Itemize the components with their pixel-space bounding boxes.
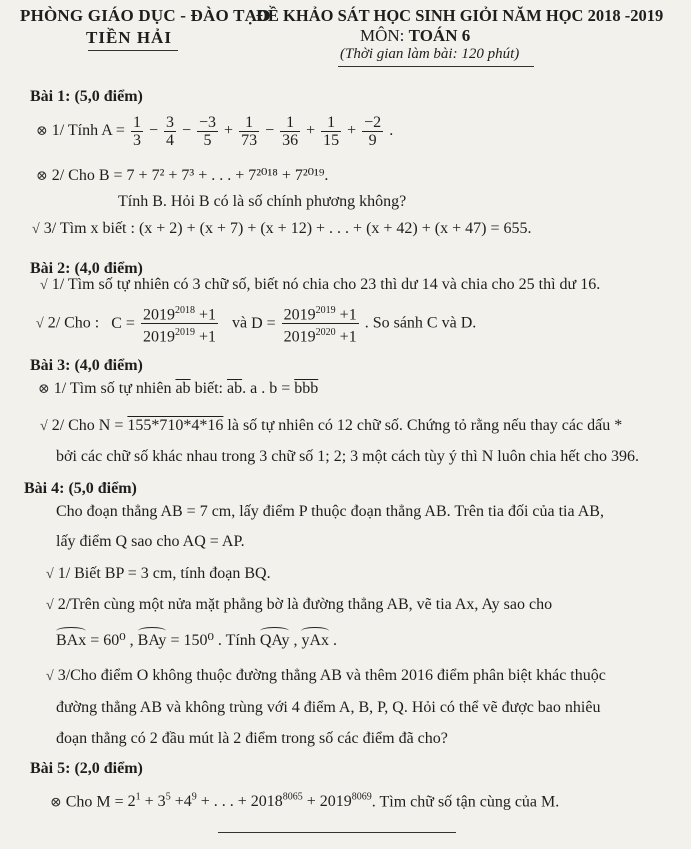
b1-q3-text: 3/ Tìm x biết : (x + 2) + (x + 7) + (x + 12) + . . . + (x + 42) + (x + 47) = 655.	[43, 220, 532, 237]
b2-q2	[36, 302, 476, 346]
section-1-title: Bài 1: (5,0 điểm)	[30, 88, 143, 105]
b2-formula-c: C = $\frac{2019^{2018} +1}{2019^{2019} +1}$	[103, 315, 224, 332]
time-underline	[338, 66, 534, 67]
b3-q1	[38, 380, 318, 398]
b4-q3-line1	[46, 667, 606, 685]
b3-q1-eq-tail: . a . b =	[242, 380, 291, 397]
b4-intro-1: Cho đoạn thẳng AB = 7 cm, lấy điểm P thuộc đoạn thẳng AB. Trên tia đối của tia AB,	[56, 503, 604, 520]
section-5-title: Bài 5: (2,0 điểm)	[30, 760, 143, 777]
check-mark: √	[46, 567, 54, 582]
b1-q1-label: 1/ Tính	[51, 122, 99, 140]
b4-intro-2: lấy điểm Q sao cho AQ = AP.	[56, 533, 245, 550]
circled-x-mark: ⊗	[36, 169, 48, 184]
district-underline	[88, 50, 178, 51]
b2-q2-tail: . So sánh C và D.	[364, 314, 477, 332]
subject-name: TOÁN 6	[408, 26, 471, 45]
circled-x-mark: ⊗	[50, 795, 62, 811]
check-mark: √	[40, 419, 48, 434]
b2-q1-text: 1/ Tìm số tự nhiên có 3 chữ số, biết nó chia cho 23 thì dư 14 và chia cho 25 thì dư 16.	[51, 276, 601, 293]
check-mark: √	[46, 669, 54, 684]
b1-q2-label: 2/ Cho B = 7 + 7² + 7³ + . . . + 7²⁰¹⁸ + 7²⁰¹⁹.	[51, 167, 329, 184]
exam-title: ĐỀ KHẢO SÁT HỌC SINH GIỎI NĂM HỌC 2018 -2019	[256, 6, 664, 25]
section-4-title: Bài 4: (5,0 điểm)	[24, 480, 137, 497]
angle-sep: ,	[289, 632, 298, 649]
b2-q2-label: 2/ Cho :	[47, 314, 100, 332]
b4-q1-text: 1/ Biết BP = 3 cm, tính đoạn BQ.	[57, 565, 271, 582]
angle-bay-value: = 150⁰ . Tính	[166, 632, 256, 649]
b5-q-label: Cho M =	[65, 793, 124, 811]
check-mark: √	[36, 316, 44, 332]
subject-label: MÔN:	[360, 26, 405, 45]
b4-q3-text-1: 3/Cho điểm O không thuộc đường thẳng AB và thêm 2016 điểm phân biệt khác thuộc	[57, 667, 606, 684]
district-name: TIỀN HẢI	[86, 28, 172, 47]
b3-q1-var-2: $\overline{ab}$	[227, 380, 243, 397]
b3-q1-rhs: $\overline{bbb}$	[294, 380, 319, 397]
angle-qay: QAy	[259, 632, 290, 649]
b1-q2-text: Tính B. Hỏi B có là số chính phương không?	[118, 193, 407, 210]
b3-q2	[40, 417, 622, 435]
b2-q2-mid: và	[231, 314, 248, 332]
angle-bax: BAx	[56, 632, 87, 649]
b5-q	[50, 792, 559, 811]
b3-q1-mid: biết:	[194, 380, 223, 397]
b3-q1-label: 1/ Tìm số tự nhiên	[53, 380, 172, 397]
b3-q2-number: 155*710*4*16	[127, 417, 224, 434]
b5-q-tail: . Tìm chữ số tận cùng của M.	[371, 793, 560, 811]
circled-x-mark: ⊗	[36, 124, 48, 140]
b1-q1-formula: A = $\frac{1}{3}$ − $\frac{3}{4}$ − $\frac{-3}{5}$ + $\frac{1}{73}$ − $\frac{1}{36}$ + $\frac{1}{15}$ + $\frac{-2}{9}$ .	[101, 114, 394, 149]
subject-line	[360, 26, 470, 46]
section-3-title: Bài 3: (4,0 điểm)	[30, 357, 143, 374]
b4-q2-text: 2/Trên cùng một nửa mặt phẳng bờ là đường thẳng AB, vẽ tia Ax, Ay sao cho	[57, 596, 553, 613]
angle-bay: BAy	[137, 632, 167, 649]
b2-q1	[40, 276, 600, 294]
b4-q2-angles	[56, 630, 337, 650]
b1-q1	[36, 114, 393, 149]
check-mark: √	[40, 278, 48, 293]
b4-q3-line3: đoạn thẳng có 2 đầu mút là 2 điểm trong số các điểm đã cho?	[56, 730, 448, 747]
angle-end: .	[329, 632, 338, 649]
department-name: PHÒNG GIÁO DỤC - ĐÀO TẠO	[20, 6, 271, 25]
angle-bax-value: = 60⁰ ,	[86, 632, 134, 649]
b1-q2	[36, 165, 328, 185]
end-rule	[218, 832, 456, 833]
check-mark: √	[46, 598, 54, 613]
b4-q1	[46, 565, 271, 583]
b3-q1-var: $\overline{ab}$	[175, 380, 191, 397]
section-2-title: Bài 2: (4,0 điểm)	[30, 260, 143, 277]
time-note: (Thời gian làm bài: 120 phút)	[340, 46, 520, 62]
b4-q3-line2: đường thẳng AB và không trùng với 4 điểm A, B, P, Q. Hỏi có thể vẽ được bao nhiêu	[56, 699, 601, 716]
check-mark: √	[32, 222, 40, 237]
b3-q2-label: 2/ Cho N =	[51, 417, 124, 434]
circled-x-mark: ⊗	[38, 382, 50, 397]
angle-yax: yAx	[301, 632, 330, 649]
b2-formula-d: D = $\frac{2019^{2019} +1}{2019^{2020} +1}$	[251, 315, 365, 332]
b3-q2-tail: là số tự nhiên có 12 chữ số. Chứng tỏ rằng nếu thay các dấu *	[227, 417, 623, 434]
b5-formula: $2^1 + 3^5 +4^9$ + . . . + $2018^{8065} + 2019^{8069}$	[127, 792, 372, 811]
b4-q2	[46, 596, 552, 614]
b3-q2-line2: bởi các chữ số khác nhau trong 3 chữ số 1; 2; 3 một cách tùy ý thì N luôn chia hết cho 396.	[56, 448, 640, 465]
b1-q3	[32, 220, 531, 238]
